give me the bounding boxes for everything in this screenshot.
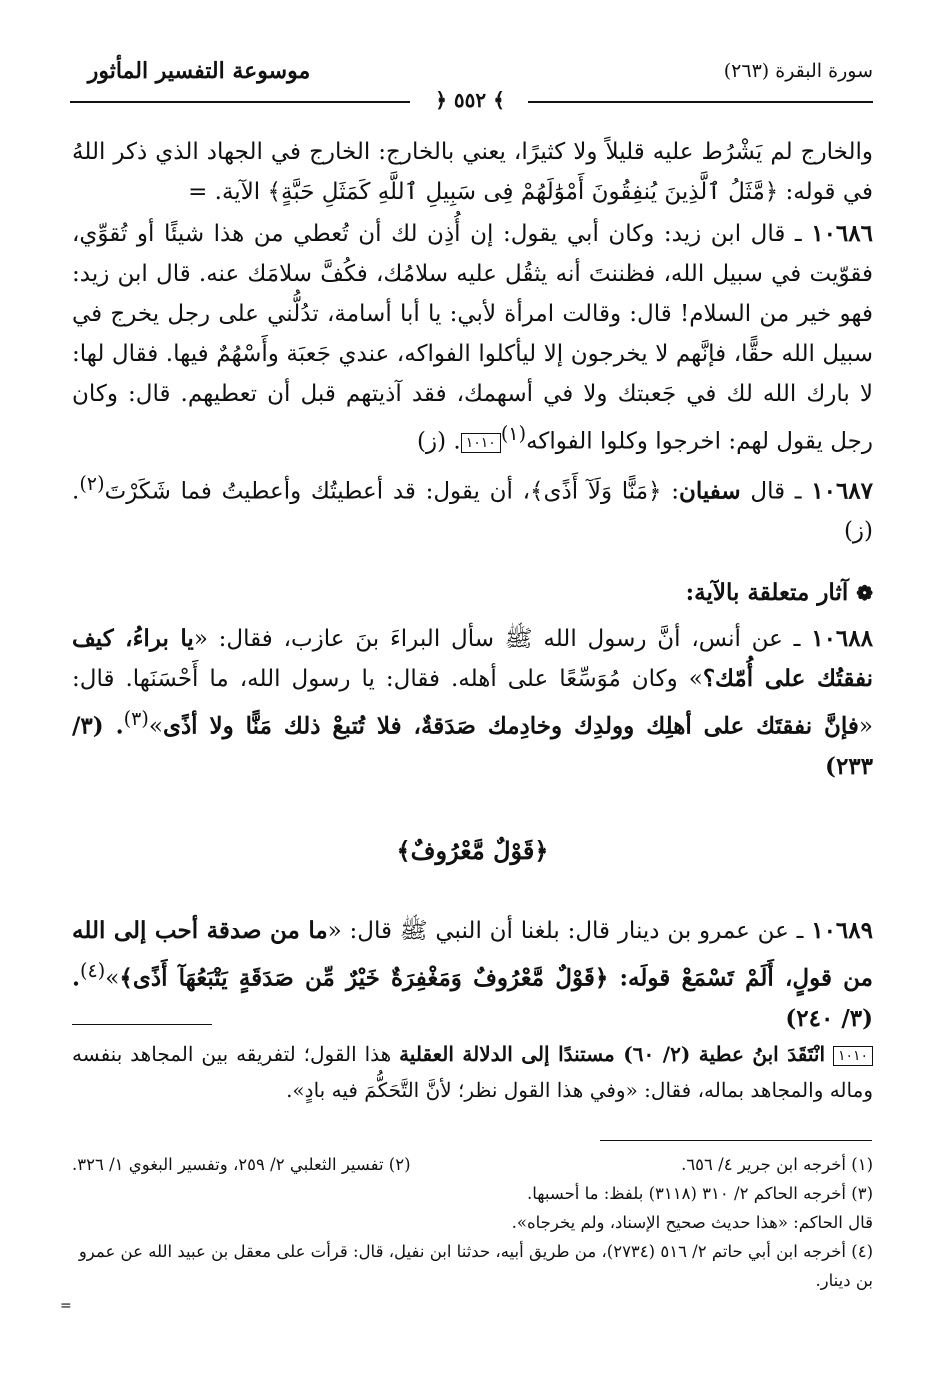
footnote-4: (٤) أخرجه ابن أبي حاتم ٢/ ٥١٦ (٢٧٣٤)، من طريق أبيه، حدثنا ابن نفيل، قال: قرأت على معقل بن عبيد الله عن عمرو بن دينار.	[78, 1242, 873, 1290]
athar-text: ـ عن عمرو بن دينار قال: بلغنا أن النبي ﷺ قال: «	[327, 917, 812, 944]
athar-text: ـ قال	[740, 478, 812, 505]
footnote-ref: (٢)	[79, 471, 105, 495]
note-bold: انْتَقَدَ ابنُ عطية (٢/ ٦٠) مستندًا إلى الدلالة العقلية	[399, 1042, 826, 1066]
verse-heading: ﴿قَوْلٌ مَّعْرُوفٌ﴾	[396, 835, 549, 865]
footnote-1: (١) أخرجه ابن جرير ٤/ ٦٥٦.	[681, 1155, 873, 1174]
footnote-2: (٢) تفسير الثعلبي ٢/ ٢٥٩، وتفسير البغوي ١/ ٣٢٦.	[72, 1155, 411, 1174]
athar-text: » وكان مُوَسِّعًا على أهله. فقال: يا رسول الله، ما أَحْسَنَها. قال: «	[72, 666, 873, 740]
athar-end: . (٣/ ٢٣٣)	[72, 712, 873, 780]
continuation-mark: =	[60, 1298, 72, 1314]
footnote-row	[72, 1150, 873, 1179]
paragraph-text: والخارج لم يَشْرُط عليه قليلاً ولا كثيرًا، يعني بالخارج: الخارج في الجهاد الذي ذكر اللهُ في قوله: ﴿مَّثَلُ ٱلَّذِينَ يُنفِقُونَ أَمْوَٰلَهُمْ فِى سَبِيلِ ٱللَّهِ كَمَثَلِ حَبَّةٍ﴾ الآية. =	[72, 139, 873, 205]
athar-10689	[72, 911, 873, 1039]
hadith-text: ما من صدقة أحب إلى الله من قولٍ، أَلَمْ تَسْمَعْ قولَه: ﴿قَوْلٌ مَّعْرُوفٌ وَمَغْفِرَةٌ خَيْرٌ مِّن صَدَقَةٍ يَتْبَعُهَآ أَذًى﴾	[72, 916, 873, 992]
athar-number: ١٠٦٨٧	[811, 477, 874, 505]
hadith-text: فإنَّ نفقتَك على أهلِك وولدِك وخادِمك صَدَقةٌ، فلا تُتبعْ ذلك مَنًّا ولا أذًى	[162, 712, 859, 740]
athar-text: : ﴿مَنًّا وَلَآ أَذًى﴾، أن يقول: قد أعطيتُك وأعطيتُ فما شَكَرْتَ	[104, 478, 679, 505]
header-rule-left	[70, 101, 410, 103]
paragraph-continuation	[72, 132, 873, 212]
athar-text: ـ عن أنس، أنَّ رسول الله ﷺ سأل البراءَ بنَ عازب، فقال: «	[193, 626, 812, 653]
footnote-3b: قال الحاكم: «هذا حديث صحيح الإسناد، ولم يخرجاه».	[511, 1213, 873, 1232]
main-text	[72, 132, 873, 1039]
flower-ornament-icon: ❁	[856, 581, 873, 606]
footnote-ref: (٤)	[80, 958, 106, 982]
athar-number: ١٠٦٨٨	[811, 625, 873, 653]
athar-text: ـ قال ابن زيد: وكان أبي يقول: إن أُذِن لك أن تُعطي من هذا شيئًا أو تُقوِّي، فقوّيت في سبيل الله، فظننتَ أنه يثقُل عليه سلامُك، فكُفَّ سلامَك عنه. قال ابن زيد: فهو خير من السلام! قال: وقالت امرأة لأبي: يا أبا أسامة، تدُلُّني على رجل يخرج في سبيل الله حقًّا، فإنَّهم لا يخرجون إلا ليأكلوا الفواكه، عندي جَعبَة وأَسْهُمٌ فيها. فقال لها: لا بارك الله لك في جَعبتك ولا في أسهمك، فقد آذيتهم قبل أن تعطيهم. قال: وكان رجل يقول لهم: اخرجوا وكلوا الفواكه	[72, 221, 873, 455]
footnote-ref: (١)	[500, 422, 527, 445]
footnote-separator	[600, 1140, 872, 1141]
athar-number: ١٠٦٨٩	[811, 916, 873, 944]
section-title	[72, 573, 873, 613]
athar-10688	[72, 619, 873, 787]
page-number: ﴾ ٥٥٢ ﴿	[435, 88, 505, 112]
book-title: موسوعة التفسير المأثور	[87, 58, 311, 84]
athar-10687	[72, 464, 873, 552]
athar-10686	[72, 214, 873, 462]
athar-end: . (٣/ ٢٤٠)	[72, 964, 873, 1032]
footnote-ref: (٣)	[123, 707, 149, 731]
section-title-text: آثار متعلقة بالآية:	[685, 579, 849, 607]
footnote-3: (٣) أخرجه الحاكم ٢/ ٣١٠ (٣١١٨) بلفظ: ما أحسبها.	[527, 1184, 873, 1203]
athar-number: ١٠٦٨٦	[811, 220, 873, 247]
athar-end: . (ز)	[417, 428, 461, 455]
scholar-note	[72, 1036, 873, 1108]
note-text: هذا القول؛ لتفريقه بين المجاهد بنفسه وماله والمجاهد بماله، فقال: «وفي هذا القول نظر؛ لأنَّ التَّحَكُّمَ فيه بادٍ».	[72, 1042, 873, 1102]
footnotes	[72, 1150, 873, 1295]
note-box: ١٠١٠	[833, 1046, 873, 1066]
quote-close: »	[148, 713, 163, 740]
athar-end: . (ز)	[72, 478, 873, 545]
narrator-name: سفيان	[678, 477, 741, 505]
header-rule-right	[528, 101, 873, 103]
surah-header: سورة البقرة (٢٦٣)	[723, 60, 873, 82]
quote-close: »	[105, 965, 120, 992]
note-ref-box: ١٠١٠	[461, 433, 501, 453]
note-separator	[72, 1024, 212, 1025]
hadith-text: يا براءُ، كيف نفقتُك على أُمّك؟	[72, 625, 873, 693]
